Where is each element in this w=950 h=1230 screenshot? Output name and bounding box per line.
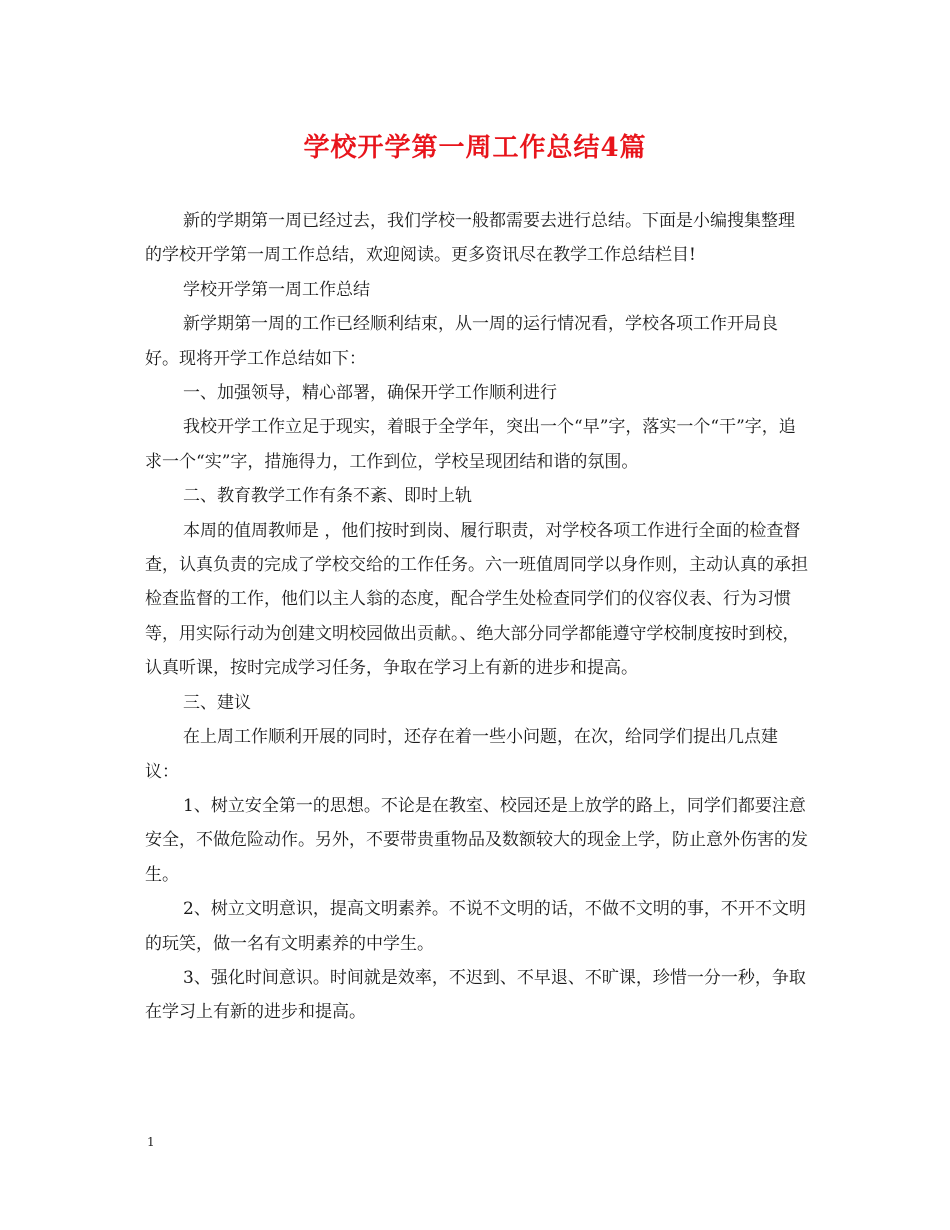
section-heading-2: 二、教育教学工作有条不紊、即时上轨 <box>183 486 472 507</box>
document-body <box>145 204 810 1030</box>
paragraph-section-1: 我校开学工作立足于现实，着眼于全学年，突出一个“早”字，落实一个“干”字，追求一个“实”字，措施得力，工作到位，学校呈现团结和谐的氛围。 <box>145 417 796 472</box>
paragraph-section-2: 本周的值周教师是 ，他们按时到岗、履行职责，对学校各项工作进行全面的检查督查，认真负责的完成了学校交给的工作任务。六一班值周同学以身作则，主动认真的承担检查监督的工作，他们以主人翁的态度，配合学生处检查同学们的仪容仪表、行为习惯等，用实际行动为创建文明校园做出贡献。、绝大部分同学都能遵守学校制度按时到校，认真听课，按时完成学习任务，争取在学习上有新的进步和提高。 <box>145 520 808 679</box>
section-heading-1: 一、加强领导，精心部署，确保开学工作顺利进行 <box>183 383 557 404</box>
suggestion-1: 1、树立安全第一的思想。不论是在教室、校园还是上放学的路上，同学们都要注意安全，不做危险动作。另外，不要带贵重物品及数额较大的现金上学，防止意外伤害的发生。 <box>145 795 808 885</box>
suggestion-2: 2、树立文明意识，提高文明素养。不说不文明的话，不做不文明的事，不开不文明的玩笑，做一名有文明素养的中学生。 <box>145 899 806 954</box>
suggestion-3: 3、强化时间意识。时间就是效率，不迟到、不早退、不旷课，珍惜一分一秒，争取在学习上有新的进步和提高。 <box>145 967 806 1023</box>
paragraph-overview: 新学期第一周的工作已经顺利结束，从一周的运行情况看，学校各项工作开局良好。现将开学工作总结如下： <box>145 314 778 369</box>
paragraph-section-3: 在上周工作顺利开展的同时，还存在着一些小问题，在次，给同学们提出几点建议： <box>145 727 778 782</box>
section-heading-3: 三、建议 <box>183 692 251 713</box>
paragraph-subtitle: 学校开学第一周工作总结 <box>183 279 370 300</box>
document-title: 学校开学第一周工作总结4篇 <box>303 133 647 163</box>
paragraph-intro: 新的学期第一周已经过去，我们学校一般都需要去进行总结。下面是小编搜集整理的学校开学第一周工作总结，欢迎阅读。更多资讯尽在教学工作总结栏目! <box>145 211 795 266</box>
page-number: 1 <box>147 1135 155 1149</box>
